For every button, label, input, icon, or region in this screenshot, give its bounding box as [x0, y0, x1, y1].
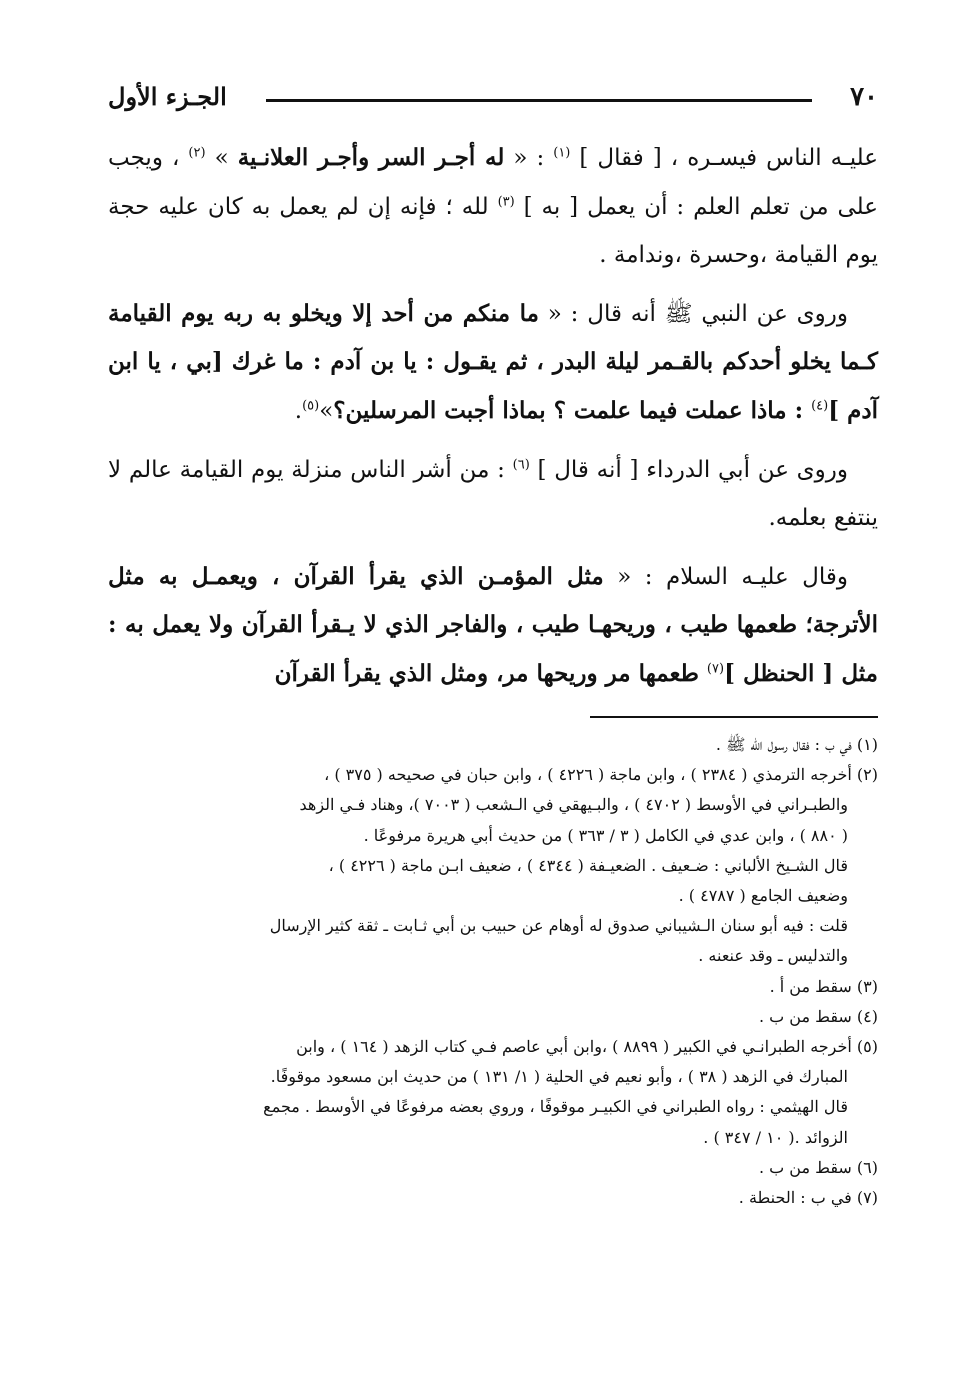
- paragraph-4: [108, 553, 878, 699]
- paragraph-3: [108, 446, 878, 543]
- text-run: عليـه الناس فيسـره ، [ فقال ]: [570, 145, 878, 171]
- footnote-ref: (٧): [706, 661, 725, 677]
- paragraph-2: [108, 290, 878, 436]
- hadith-text: مثل المؤمـن الذي يقرأ القرآن ، ويعمـل به مثل الأترجة؛ طعمها طيب ، وريحهـا طيب ، والفاجر الذي لا يـقرأ القرآن ولا يعمل به : مثل [ الحنظل ]: [108, 562, 878, 687]
- footnote-ref: (٤): [811, 398, 829, 414]
- text-run: »: [205, 145, 238, 171]
- footnote-2-line: وضعيف الجامع ( ٤٧٨٧ ) .: [678, 886, 848, 906]
- text-run: لله ؛ فإنه إن لم يعمل به كان عليه حجة يوم القيامة ،وحسرة ،وندامة .: [108, 193, 878, 269]
- footnote-5: (٥) أخرجه الطبرانـي في الكبير ( ٨٨٩٩ ) ،وابن أبي عاصم فـي كتاب الزهد ( ١٦٤ ) ، وابن: [296, 1037, 878, 1057]
- text-run: ، ويجب على من تعلم العلم : أن يعمل [ به ]: [108, 145, 878, 220]
- footnote-5-line: قال الهيثمي : رواه الطبراني في الكبيـر موقوفًا ، وروي بعضه مرفوعًا في الأوسط . مجمع: [263, 1097, 848, 1117]
- footnote-ref: (٦): [512, 456, 530, 472]
- footnote-ref: (٣): [497, 193, 515, 209]
- footnote-5-line: المبارك في الزهد ( ٣٨ ) ، وأبو نعيم في الحلية ( ١/ ١٣١ ) من حديث ابن مسعود موقوفًا.: [270, 1067, 848, 1087]
- hadith-text: : ماذا عملت فيما علمت ؟ بماذا أجبت المرسلين؟: [333, 396, 812, 424]
- footnote-2-line: قال الشـيخ الألباني : ضـعيف . الضعيـفة ( ٤٣٤٤ ) ، ضعيف ابـن ماجة ( ٤٢٢٦ ) ،: [328, 855, 848, 875]
- footnote-2: (٢) أخرجه الترمذي ( ٢٣٨٤ ) ، وابن ماجة ( ٤٢٢٦ ) ، وابن حبان في صحيحه ( ٣٧٥ ) ،: [324, 765, 878, 785]
- text-run: »: [319, 397, 334, 424]
- footnotes: [108, 730, 878, 1213]
- page-header: [108, 82, 878, 118]
- footnote-3: (٣) سقط من أ .: [769, 976, 878, 996]
- footnote-2-line: ( ٨٨٠ ) ، وابن عدي في الكامل ( ٣ / ٣٦٣ ) من حديث أبي هريرة مرفوعًا .: [363, 825, 848, 845]
- text-run: وقال عليـه السلام : «: [603, 563, 848, 590]
- text-run: .: [294, 397, 303, 424]
- main-text: [108, 134, 878, 709]
- footnote-ref: (٥): [302, 398, 320, 414]
- footnote-2-line: قلت : فيه أبو سنان الـشيباني صدوق له أوهام عن حبيب بن أبي ثـابت ـ ثقة كثير الإرسال: [269, 916, 848, 936]
- footnote-6: (٦) سقط من ب .: [758, 1157, 878, 1177]
- footnote-ref: (٢): [188, 145, 206, 161]
- text-run: : «: [504, 145, 554, 171]
- footnote-ref: (١): [553, 145, 571, 161]
- text-run: وروى عن أبي الدرداء [ أنه قال ]: [529, 456, 849, 483]
- footnote-separator: [590, 716, 878, 718]
- footnote-5-line: الزوائد .( ١٠ / ٣٤٧ ) .: [703, 1127, 848, 1147]
- header-rule: [266, 99, 812, 102]
- hadith-text: ما منكم من أحد إلا ويخلو به ربه يوم القيامة كـما يخلو أحدكم بالقـمر ليلة البدر ، ثم يقـول : يا بن آدم : ما غرك [بي ، يا ابن آدم ]: [108, 299, 878, 424]
- page-number: ٧٠: [850, 82, 878, 112]
- paragraph-1: [108, 134, 878, 280]
- footnote-7: (٧) في ب : الحنطة .: [738, 1188, 878, 1208]
- footnote-1: (١) في ب : فقال رسول الله ﷺ .: [715, 735, 878, 754]
- footnote-2-line: والتدليس ـ وقد عنعنه .: [698, 946, 848, 966]
- part-title: الجـزء الأول: [108, 82, 227, 111]
- hadith-text: له أجـر السر وأجـر العلانـية: [237, 144, 505, 171]
- hadith-text: طعمها مر وريحها مر، ومثل الذي يقرأ القرآن: [274, 659, 707, 687]
- footnote-2-line: والطبـراني في الأوسط ( ٤٧٠٢ ) ، والبـيهقي في الـشعب ( ٧٠٠٣ )، وهناد فـي الزهد: [299, 795, 848, 815]
- footnote-4: (٤) سقط من ب .: [758, 1006, 878, 1026]
- text-run: : من أشر الناس منزلة يوم القيامة عالم لا ينتفع بعلمه.: [108, 456, 878, 532]
- text-run: وروى عن النبي ﷺ أنه قال : «: [538, 300, 848, 327]
